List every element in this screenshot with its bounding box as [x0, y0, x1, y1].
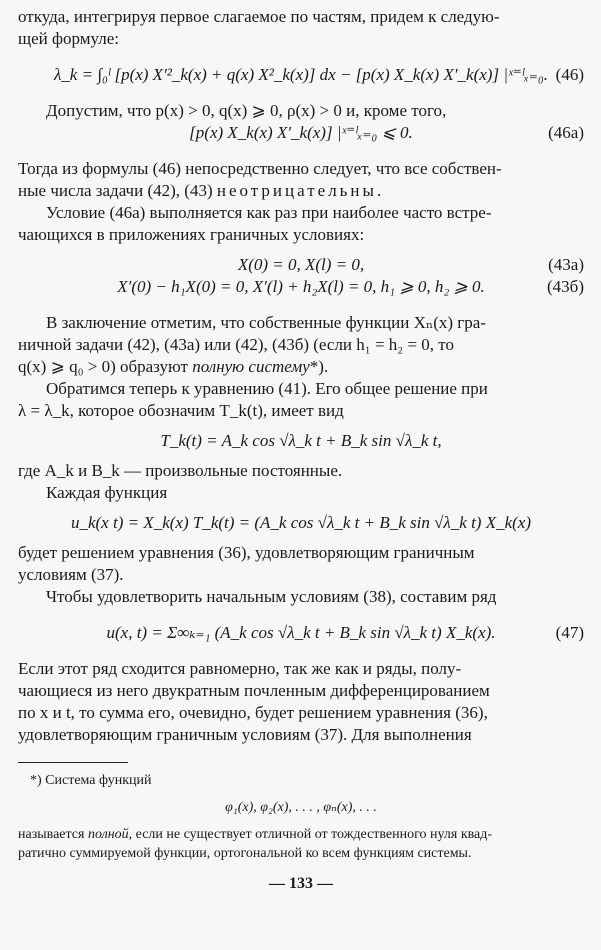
equation-number: (46) — [555, 65, 584, 84]
paragraph-conclusion-46 — [18, 158, 584, 202]
equation-u — [18, 512, 584, 534]
text-line: по x и t, то сумма его, очевидно, будет решением уравнения (36), — [18, 703, 488, 722]
equation-body: u(x, t) = Σ∞ₖ₌₁ (A_k cos √λ_k t + B_k sin √λ_k t) X_k(x). — [106, 623, 496, 642]
equation-body: λ_k = ∫₀ˡ [p(x) X′²_k(x) + q(x) X²_k(x)] dx − [p(x) X_k(x) X′_k(x)] |ˣ⁼ˡₓ₌₀. — [53, 65, 549, 84]
footnote-divider — [18, 762, 128, 763]
text-line: В заключение отметим, что собственные функции Xₙ(x) гра- — [46, 313, 486, 332]
text-line: Допустим, что p(x) > 0, q(x) ⩾ 0, ρ(x) > 0 и, кроме того, — [46, 101, 447, 120]
equation-number: (47) — [555, 623, 584, 642]
page-number: — 133 — — [269, 875, 333, 892]
text-line: Чтобы удовлетворить начальным условиям (38), составим ряд — [46, 587, 497, 606]
text-line: чающиеся из него двукратным почленным дифференцированием — [18, 681, 490, 700]
text-line: условиям (37). — [18, 565, 124, 584]
equation-body: X′(0) − h₁X(0) = 0, X′(l) + h₂X(l) = 0, h₁ ⩾ 0, h₂ ⩾ 0. — [117, 277, 485, 296]
footnote-ref: *). — [309, 357, 329, 376]
footnote-equation: φ₁(x), φ₂(x), . . . , φₙ(x), . . . — [225, 800, 377, 815]
equation-body: u_k(x t) = X_k(x) T_k(t) = (A_k cos √λ_k t + B_k sin √λ_k t) X_k(x) — [70, 513, 532, 532]
footnote-intro: *) Система функций — [30, 773, 152, 788]
paragraph-series — [18, 658, 584, 746]
text-line: ные числа задачи (42), (43) — [18, 181, 213, 200]
text-line: Если этот ряд сходится равномерно, так же как и ряды, полу- — [18, 659, 462, 678]
text-line: q(x) ⩾ q₀ > 0) образуют — [18, 357, 188, 376]
paragraph-constants — [18, 460, 584, 482]
text-line: удовлетворяющим граничным условиям (37). Для выполнения — [18, 725, 472, 744]
emphasis-text: полной — [87, 827, 129, 842]
paragraph-eigenfunctions — [18, 312, 584, 378]
text-line: ничной задачи (42), (43a) или (42), (43б) (если h₁ = h₂ = 0, то — [18, 335, 455, 354]
paragraph-condition — [18, 202, 584, 246]
text-line: Обратимся теперь к уравнению (41). Его общее решение при — [46, 379, 488, 398]
text-line: Условие (46a) выполняется как раз при наиболее часто встре- — [46, 203, 492, 222]
text-line: Каждая функция — [46, 483, 168, 502]
equation-T — [18, 430, 584, 452]
equation-number: (46a) — [548, 123, 584, 142]
paragraph-intro — [18, 6, 584, 50]
equation-43b — [18, 276, 584, 298]
equation-46a — [18, 122, 584, 144]
paragraph-assume — [18, 100, 584, 122]
text-line: откуда, интегрируя первое слагаемое по частям, придем к следую- — [18, 7, 500, 26]
paragraph-each-function — [18, 482, 584, 504]
emphasis-text: неотрицательны. — [216, 181, 385, 200]
paragraph-equation-41 — [18, 378, 584, 422]
equation-43a — [18, 254, 584, 276]
text-line: называется — [18, 827, 85, 842]
text-line: λ = λ_k, которое обозначим T_k(t), имеет вид — [18, 401, 344, 420]
paragraph-solution — [18, 542, 584, 586]
text-line: Тогда из формулы (46) непосредственно следует, что все собствен- — [18, 159, 502, 178]
text-line: будет решением уравнения (36), удовлетворяющим граничным — [18, 543, 475, 562]
equation-47 — [18, 622, 584, 644]
text-line: , если не существует отличной от тождественного нуля квад- — [128, 827, 493, 842]
equation-body: T_k(t) = A_k cos √λ_k t + B_k sin √λ_k t, — [160, 431, 442, 450]
equation-number: (43б) — [547, 277, 584, 296]
equation-46 — [18, 64, 584, 86]
equation-body: X(0) = 0, X(l) = 0, — [237, 255, 365, 274]
equation-number: (43a) — [548, 255, 584, 274]
text-line: щей формуле: — [18, 29, 120, 48]
footnote — [18, 771, 584, 863]
paragraph-initial — [18, 586, 584, 608]
text-line: чающихся в приложениях граничных условиях: — [18, 225, 365, 244]
book-page — [18, 6, 584, 893]
footnote-text — [18, 825, 584, 863]
text-line: где A_k и B_k — произвольные постоянные. — [18, 461, 343, 480]
equation-body: [p(x) X_k(x) X′_k(x)] |ˣ⁼ˡₓ₌₀ ⩽ 0. — [189, 123, 413, 142]
emphasis-text: полную систему — [192, 357, 310, 376]
text-line: ратично суммируемой функции, ортогональной ко всем функциям системы. — [18, 846, 472, 861]
